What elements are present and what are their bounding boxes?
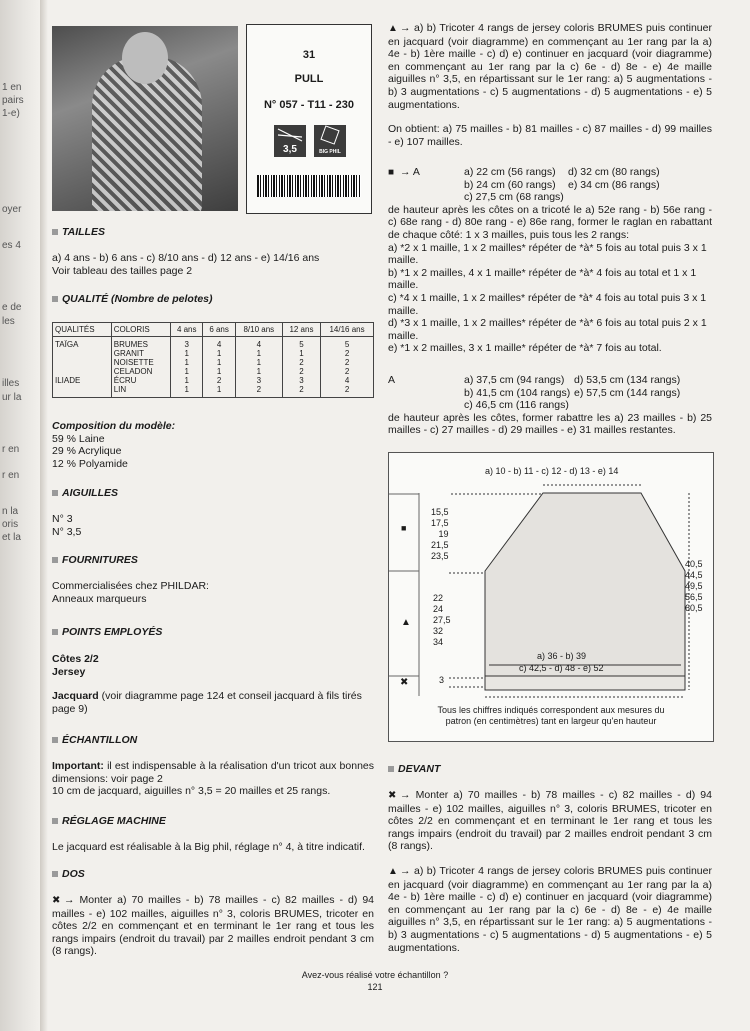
tailles-note: Voir tableau des tailles page 2 (52, 264, 193, 277)
raglan-step: d) *3 x 1 maille, 1 x 2 mailles* répéter de *à* 6 fois au total puis 2 x 1 maille. (388, 317, 707, 342)
gutter-text: pairs (2, 95, 24, 106)
tailles-text: a) 4 ans - b) 6 ans - c) 8/10 ans - d) 12 ans - e) 14/16 ans (52, 252, 320, 264)
table-header: 6 ans (203, 323, 235, 337)
tailles-heading: TAILLES (52, 226, 374, 239)
barcode (257, 175, 361, 197)
composition-item: 12 % Polyamide (52, 457, 128, 470)
table-row: NOISETTE 1 1 1 2 2 (53, 358, 374, 367)
bind-off-text: de hauteur après les côtes, former rabattre les a) 23 mailles - b) 25 mailles - c) 27 mailles - d) 29 mailles - e) 31 mailles restantes. (388, 411, 712, 437)
table-header: 14/16 ans (321, 323, 374, 337)
gutter-text: es 4 (2, 240, 21, 251)
table-row: GRANIT 1 1 1 1 2 (53, 349, 374, 358)
square-icon: ■ (401, 523, 407, 533)
square-icon: ■ (388, 167, 395, 178)
gutter-text: 1-e) (2, 108, 20, 119)
reglage-heading: RÉGLAGE MACHINE (52, 815, 374, 828)
pattern-name: PULL (294, 73, 324, 85)
pattern-info-box (246, 24, 372, 214)
needle-item: N° 3,5 (52, 525, 82, 538)
gutter-text: et la (2, 532, 21, 543)
dos-jacquard-text: ▲ → a) b) Tricoter 4 rangs de jersey coloris BRUMES puis continuer en jacquard (voir diagramme) en commençant au 1er rang par la a) 4e - b) 1ère maille - c) d) e) continuer en jacquard (voir diagramme) en commençant au 1er rang par la c) 6e - d) 8e - e) 4e maille aiguilles n° 3,5, en répartissant sur le 1er rang: a) 5 augmentations - b) 3 augmentations - c) 5 augmentations - d) 5 augmentations - e) 5 augmentations. (388, 22, 712, 111)
fournitures-heading: FOURNITURES (52, 554, 374, 567)
stitch-jacquard: Jacquard (voir diagramme page 124 et conseil jacquard à fils tirés page 9) (52, 690, 362, 715)
needle-size-icon: 3,5 (274, 125, 306, 157)
needle-item: N° 3 (52, 513, 73, 525)
cross-icon: ✖ (388, 790, 397, 801)
gutter-text: ur la (2, 392, 22, 403)
bottom-width-2: c) 42,5 - d) 48 - e) 52 (519, 663, 604, 673)
reglage-text: Le jacquard est réalisable à la Big phil, réglage n° 4, à titre indicatif. (52, 841, 365, 853)
stitch-jersey: Jersey (52, 665, 86, 678)
raglan-step: b) *1 x 2 mailles, 4 x 1 maille* répéter de *à* 4 fois au total et 1 x 1 maille. (388, 266, 697, 292)
raglan-step: c) *4 x 1 maille, 1 x 2 mailles* répéter de *à* 4 fois au total puis 3 x 1 maille. (388, 291, 707, 317)
devant-heading: DEVANT (388, 763, 712, 776)
echantillon-heading: ÉCHANTILLON (52, 734, 374, 747)
triangle-icon: ▲ (388, 865, 398, 877)
machine-icon: BIG PHIL (314, 125, 346, 157)
points-heading: POINTS EMPLOYÉS (52, 626, 374, 639)
triangle-icon: ▲ (401, 617, 411, 628)
right-measures: 40,5 44,5 49,5 56,5 60,5 (685, 559, 703, 613)
cross-icon: ✖ (52, 895, 61, 906)
footer-question: Avez-vous réalisé votre échantillon ? (301, 970, 449, 980)
gutter-text: r en (2, 444, 20, 455)
triangle-icon: ▲ (388, 23, 398, 34)
neck-heights: A a) 37,5 cm (94 rangs) d) 53,5 cm (134 rangs) b) 41,5 cm (104 rangs) e) 57,5 cm (144 rangs) c) 46,5 cm (116 rangs) (388, 374, 681, 412)
raglan-intro: de hauteur après les côtes on a tricoté le a) 52e rang - b) 56e rang - c) 68e rang - d) 80e rang - e) 86e rang, former le raglan en rabattant de chaque côté: 1 x 3 mailles, puis tous les 2 rangs: (388, 203, 712, 241)
pattern-ref: N° 057 - T11 - 230 (263, 99, 354, 111)
obtient-text: On obtient: a) 75 mailles - b) 81 mailles - c) 87 mailles - d) 99 mailles - e) 107 mailles. (388, 123, 712, 148)
table-row: TAÏGA BRUMES 3 4 4 5 5 (53, 337, 374, 350)
gutter-text: 1 en (2, 82, 22, 93)
table-header: 8/10 ans (235, 323, 282, 337)
table-row: CELADON 1 1 1 2 2 (53, 367, 374, 376)
table-header: QUALITÉS (53, 323, 112, 337)
model-photo (52, 26, 238, 211)
devant-text: ✖ → Monter a) 70 mailles - b) 78 mailles - c) 82 mailles - d) 94 mailles - e) 102 mailles, aiguilles n° 3, coloris BRUMES, tricoter en côtes 2/2 en commençant et en terminant le 1er rang et tous les rangs impairs (endroit du travail) par 2 mailles endroit pendant 3 cm (8 rangs). (388, 789, 712, 853)
page-number: 121 (367, 982, 383, 992)
composition-item: 59 % Laine (52, 432, 105, 445)
bottom-width-1: a) 36 - b) 39 (537, 651, 587, 661)
aiguilles-heading: AIGUILLES (52, 487, 374, 500)
pattern-number: 31 (302, 49, 316, 61)
diagram-caption: Tous les chiffres indiqués correspondent aux mesures du patron (en centimètres) tant en largeur qu'en hauteur (437, 705, 665, 726)
top-width: a) 10 - b) 11 - c) 12 - d) 13 - e) 14 (485, 466, 619, 476)
table-row: ILIADE ÉCRU 1 2 3 3 4 (53, 376, 374, 385)
left-raglan-measures: 15,5 17,5 19 21,5 23,5 (431, 507, 449, 561)
yarn-table (52, 322, 374, 398)
schematic-diagram (388, 452, 714, 742)
raglan-heights: ■ → A a) 22 cm (56 rangs) d) 32 cm (80 rangs) b) 24 cm (60 rangs) e) 34 cm (86 rangs) c) 27,5 cm (68 rangs) (388, 166, 660, 204)
gutter-text: n la (2, 506, 19, 517)
table-header: COLORIS (111, 323, 170, 337)
dos-text: ✖ → Monter a) 70 mailles - b) 78 mailles - c) 82 mailles - d) 94 mailles - e) 102 mailles, aiguilles n° 3, coloris BRUMES, tricoter en côtes 2/2 en commençant et en terminant le 1er rang et tous les rangs impairs (endroit du travail) par 2 mailles endroit pendant 3 cm (8 rangs). (52, 894, 374, 958)
qualite-heading: QUALITÉ (Nombre de pelotes) (52, 293, 374, 306)
fournitures-text: Anneaux marqueurs (52, 592, 147, 605)
gutter-text: oris (2, 519, 19, 530)
table-header: 4 ans (171, 323, 203, 337)
table-row: LIN 1 1 2 2 2 (53, 385, 374, 398)
echantillon-text: 10 cm de jacquard, aiguilles n° 3,5 = 20 mailles et 25 rangs. (52, 785, 331, 798)
important-text: Important: il est indispensable à la réalisation d'un tricot aux bonnes dimensions: voir page 2 (52, 760, 374, 785)
page-fold (40, 0, 48, 1031)
facing-page-gutter (0, 0, 40, 1031)
dos-heading: DOS (52, 868, 374, 881)
gutter-text: les (2, 316, 15, 327)
left-body-measures: 22 24 27,5 32 34 (433, 593, 451, 647)
gutter-text: oyer (2, 204, 22, 215)
composition-item: 29 % Acrylique (52, 445, 122, 458)
cross-icon: ✖ (400, 677, 409, 688)
model-head (122, 32, 168, 84)
rib-measure: 3 (439, 675, 445, 685)
devant-jacquard-text: ▲ → a) b) Tricoter 4 rangs de jersey coloris BRUMES puis continuer en jacquard (voir diagramme) en commençant au 1er rang par la a) 4e - b) 1ère maille - c) d) e) continuer en jacquard (voir diagramme) en commençant au 1er rang par la c) 6e - d) 8e - e) 4e maille aiguilles n° 3,5, en répartissant sur le 1er rang: a) 5 augmentations - b) 3 augmentations - c) 5 augmentations - d) 5 augmentations - e) 5 augmentations. (388, 864, 712, 954)
raglan-step: a) *2 x 1 maille, 1 x 2 mailles* répéter de *à* 5 fois au total puis 3 x 1 maille. (388, 241, 707, 267)
raglan-step: e) *1 x 2 mailles, 3 x 1 maille* répéter de *à* 7 fois au total. (388, 342, 662, 355)
gutter-text: r en (2, 470, 20, 481)
stitch-cotes: Côtes 2/2 (52, 653, 99, 665)
fournitures-text: Commercialisées chez PHILDAR: (52, 580, 209, 592)
composition-title: Composition du modèle: (52, 420, 176, 432)
gutter-text: e de (2, 302, 22, 313)
table-header: 12 ans (282, 323, 320, 337)
gutter-text: illes (2, 378, 20, 389)
